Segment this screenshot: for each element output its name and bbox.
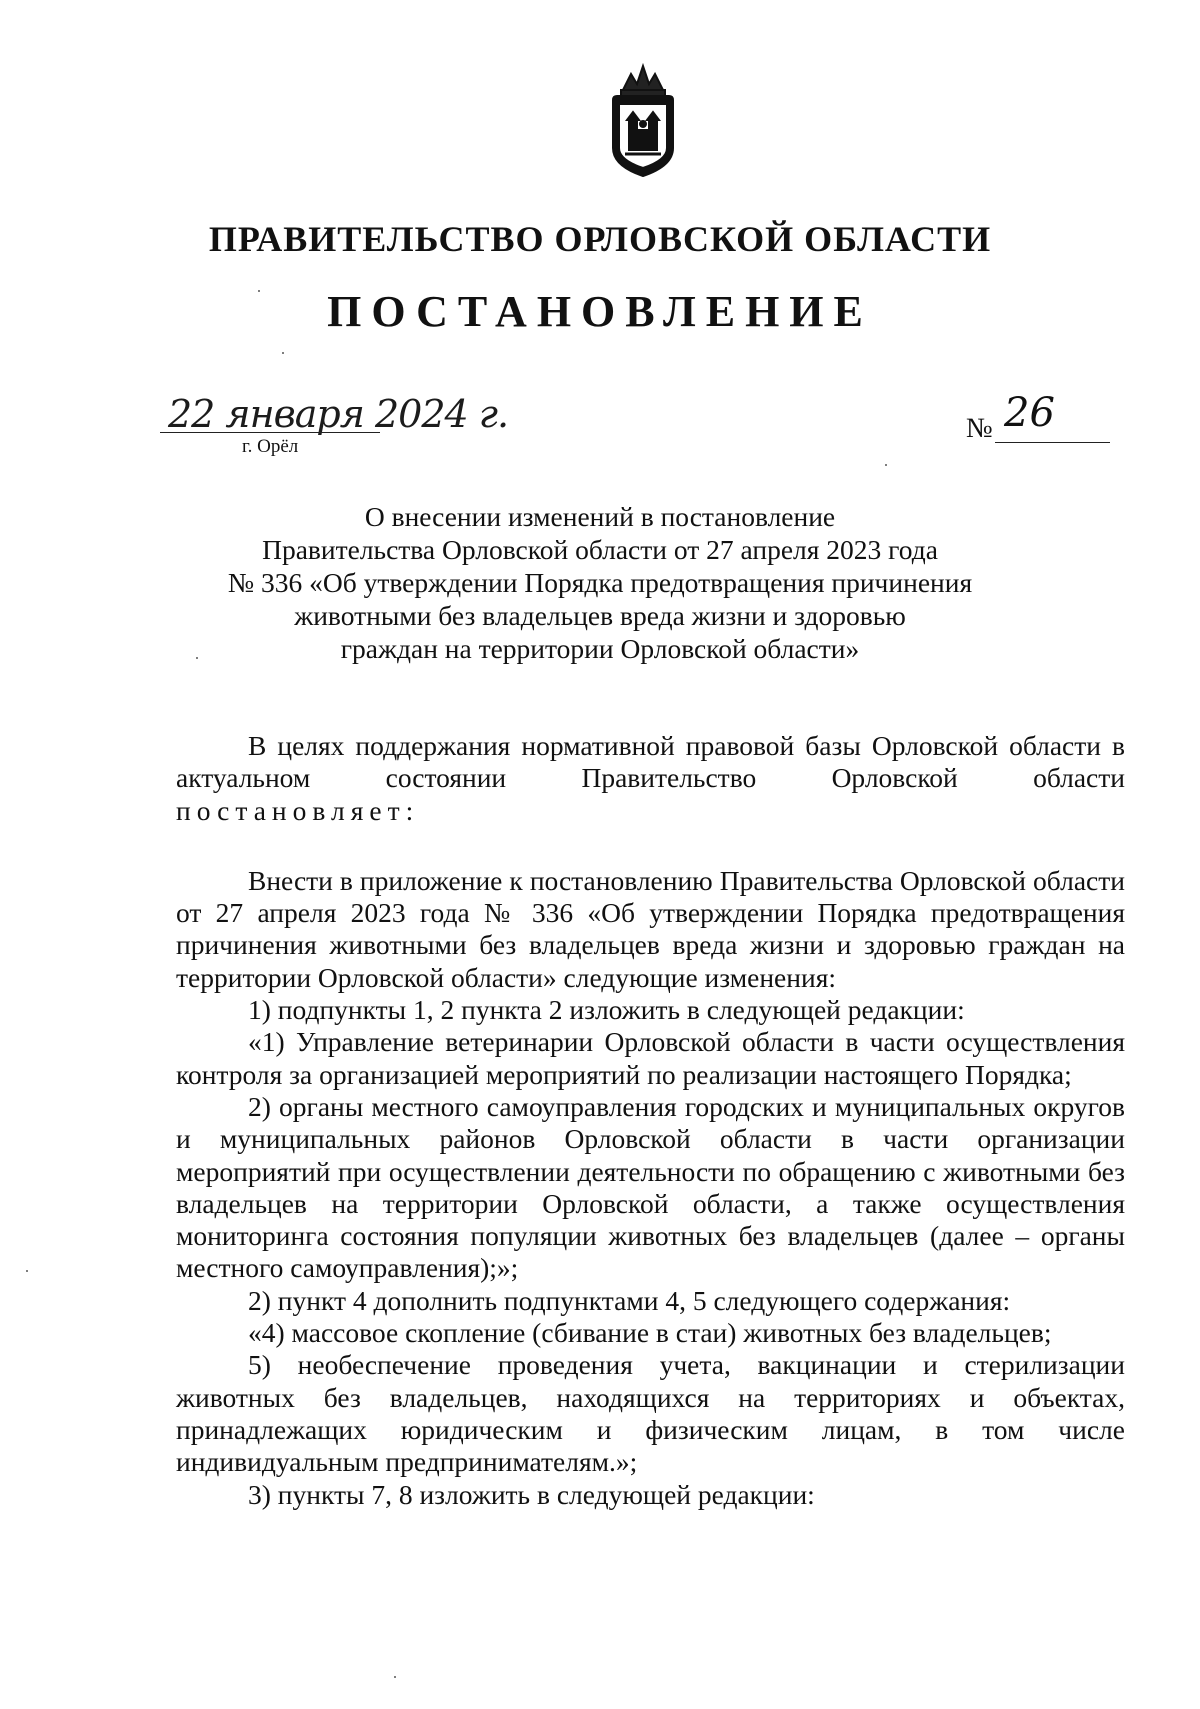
number-handwritten: 26 (1004, 390, 1055, 436)
decrees-line (176, 795, 1125, 827)
title-line: граждан на территории Орловской области» (340, 633, 860, 664)
scan-speck (26, 1270, 28, 1272)
city-label: г. Орёл (242, 436, 299, 457)
item-2: 2) пункт 4 дополнить подпунктами 4, 5 следующего содержания: (248, 1284, 1011, 1316)
scan-speck (394, 1676, 396, 1678)
number-underline (995, 442, 1110, 443)
scan-speck (282, 352, 284, 354)
document-title (220, 500, 980, 665)
coat-of-arms-emblem-icon (603, 60, 683, 180)
spacer (176, 827, 1125, 865)
decrees-word: постановляет: (176, 794, 420, 826)
title-line: О внесении изменений в постановление (364, 501, 836, 532)
date-underline (160, 432, 380, 433)
scan-speck (885, 464, 887, 466)
scan-speck (196, 657, 198, 659)
item-2-subitem-5: 5) необеспечение проведения учета, вакцинации и стерилизации животных без владельцев, находящихся на территориях и объектах, принадлежащих юридическим и физическим лицам, в том числе индивидуальным предпринимателям.»; (176, 1349, 1125, 1478)
item-1-subitem-1: «1) Управление ветеринарии Орловской области в части осуществления контроля за организацией мероприятий по реализации настоящего Порядка; (176, 1026, 1125, 1090)
organization-name: ПРАВИТЕЛЬСТВО ОРЛОВСКОЙ ОБЛАСТИ (208, 219, 992, 259)
document-type: ПОСТАНОВЛЕНИЕ (327, 287, 873, 336)
title-line: животными без владельцев вреда жизни и здоровью (294, 600, 906, 631)
item-1-subitem-2: 2) органы местного самоуправления городских и муниципальных округов и муниципальных районов Орловской области в части организации мероприятий при осуществлении деятельности по обращению с животными без владельцев на территории Орловской области, а также осуществления мониторинга состояния популяции животных без владельцев (далее – органы местного самоуправления);»; (176, 1090, 1125, 1284)
date-handwritten: 22 января 2024 г. (168, 392, 509, 436)
number-label: № (966, 413, 993, 444)
item-2-subitem-4: «4) массовое скопление (сбивание в стаи) животных без владельцев; (248, 1317, 1052, 1349)
title-line: Правительства Орловской области от 27 апреля 2023 года (262, 534, 938, 565)
title-line: № 336 «Об утверждении Порядка предотвращения причинения (227, 567, 973, 598)
scan-speck (258, 290, 260, 292)
intro-paragraph: Внести в приложение к постановлению Правительства Орловской области от 27 апреля 2023 года № 336 «Об утверждении Порядка предотвращения причинения животными без владельцев вреда жизни и здоровью граждан на территории Орловской области» следующие изменения: (176, 864, 1125, 993)
item-3: 3) пункты 7, 8 изложить в следующей редакции: (248, 1478, 815, 1510)
document-body (176, 730, 1125, 1511)
preamble-paragraph: В целях поддержания нормативной правовой базы Орловской области в актуальном состоянии Правительство Орловской области (176, 730, 1125, 794)
item-1: 1) подпункты 1, 2 пункта 2 изложить в следующей редакции: (248, 994, 965, 1026)
